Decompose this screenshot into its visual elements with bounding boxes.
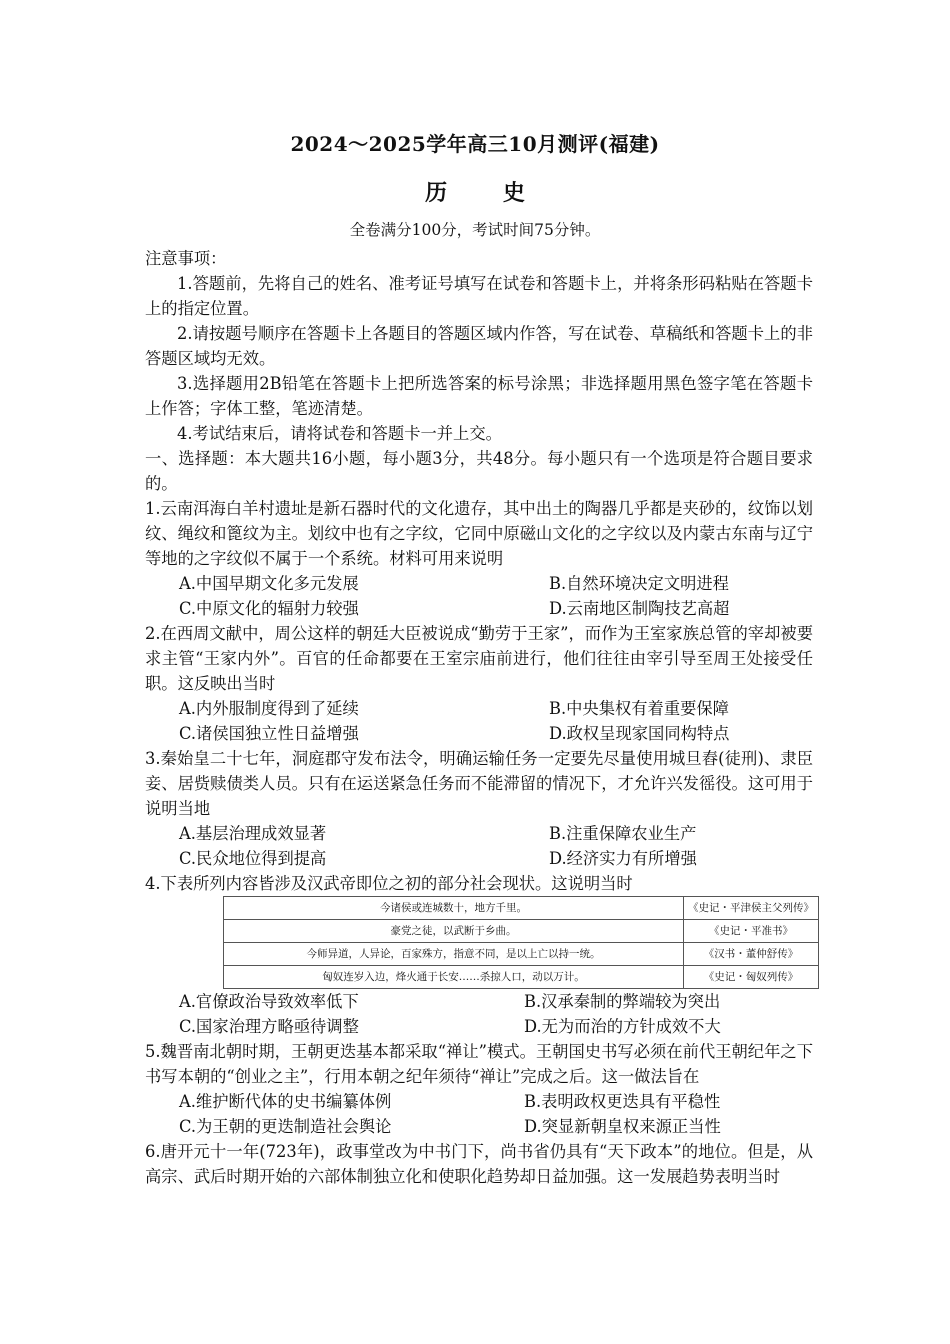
option-b: B.汉承秦制的弊端较为突出 [524, 992, 721, 1011]
question-options [145, 989, 813, 1039]
exam-body [145, 246, 813, 1189]
notice-item: 3.选择题用2B铅笔在答题卡上把所选答案的标号涂黑；非选择题用黑色签字笔在答题卡上作答；字体工整，笔迹清楚。 [145, 374, 813, 418]
option-a: A.维护断代体的史书编纂体例 [179, 1092, 392, 1111]
table-cell-source: 《汉书・董仲舒传》 [684, 943, 819, 966]
option-d: D.经济实力有所增强 [549, 849, 697, 868]
table-row [224, 897, 819, 920]
option-b: B.自然环境决定文明进程 [549, 574, 729, 593]
option-b: B.表明政权更迭具有平稳性 [524, 1092, 721, 1111]
source-table [223, 896, 819, 989]
option-d: D.云南地区制陶技艺高超 [549, 599, 730, 618]
question-stem: 1.云南洱海白羊村遗址是新石器时代的文化遗存，其中出土的陶器几乎都是夹砂的，纹饰以划纹、绳纹和篦纹为主。划纹中也有之字纹，它同中原磁山文化的之字纹以及内蒙古东南与辽宁等地的之字纹似不属于一个系统。材料可用来说明 [145, 499, 813, 568]
notice-item: 4.考试结束后，请将试卷和答题卡一并上交。 [177, 424, 502, 443]
table-row [224, 920, 819, 943]
option-b: B.中央集权有着重要保障 [549, 699, 729, 718]
table-row [224, 966, 819, 989]
option-c: C.民众地位得到提高 [179, 849, 327, 868]
option-d: D.突显新朝皇权来源正当性 [524, 1117, 721, 1136]
question-stem: 5.魏晋南北朝时期，王朝更迭基本都采取“禅让”模式。王朝国史书写必须在前代王朝纪年之下书写本朝的“创业之主”，行用本朝之纪年须待“禅让”完成之后。这一做法旨在 [145, 1042, 813, 1086]
table-cell-source: 《史记・平准书》 [684, 920, 819, 943]
option-c: C.诸侯国独立性日益增强 [179, 724, 359, 743]
option-d: D.无为而治的方针成效不大 [524, 1017, 721, 1036]
table-cell-text: 匈奴连岁入边，烽火通于长安……杀掠人口，动以万计。 [224, 966, 684, 989]
section-heading: 一、选择题：本大题共16小题，每小题3分，共48分。每小题只有一个选项是符合题目要求的。 [145, 449, 813, 493]
question-options [145, 696, 813, 746]
option-a: A.基层治理成效显著 [179, 824, 327, 843]
option-b: B.注重保障农业生产 [549, 824, 697, 843]
notice-item: 2.请按题号顺序在答题卡上各题目的答题区域内作答，写在试卷、草稿纸和答题卡上的非答题区域均无效。 [145, 324, 813, 368]
exam-title: 2024～2025学年高三10月测评(福建) [290, 132, 660, 156]
question-stem: 6.唐开元十一年(723年)，政事堂改为中书门下，尚书省仍具有“天下政本”的地位。但是，从高宗、武后时期开始的六部体制独立化和使职化趋势却日益加强。这一发展趋势表明当时 [145, 1142, 813, 1186]
table-row [224, 943, 819, 966]
question-stem: 4.下表所列内容皆涉及汉武帝即位之初的部分社会现状。这说明当时 [145, 874, 633, 893]
option-d: D.政权呈现家国同构特点 [549, 724, 730, 743]
option-c: C.为王朝的更迭制造社会舆论 [179, 1117, 392, 1136]
question-stem: 2.在西周文献中，周公这样的朝廷大臣被说成“勤劳于王家”，而作为王室家族总管的宰却被要求主管“王家内外”。百官的任命都要在王室宗庙前进行，他们往往由宰引导至周王处接受任职。这反映出当时 [145, 624, 813, 693]
subject-title: 历 史 [425, 180, 549, 206]
option-a: A.官僚政治导致效率低下 [179, 992, 359, 1011]
table-cell-text: 豪党之徒，以武断于乡曲。 [224, 920, 684, 943]
exam-meta: 全卷满分100分，考试时间75分钟。 [349, 221, 601, 239]
question-options [145, 1089, 813, 1139]
table-cell-text: 今师异道，人异论，百家殊方，指意不同，是以上亡以持一统。 [224, 943, 684, 966]
question-options [145, 571, 813, 621]
notice-item: 1.答题前，先将自己的姓名、准考证号填写在试卷和答题卡上，并将条形码粘贴在答题卡上的指定位置。 [145, 274, 813, 318]
table-cell-text: 今诸侯或连城数十，地方千里。 [224, 897, 684, 920]
option-c: C.国家治理方略亟待调整 [179, 1017, 359, 1036]
notice-heading: 注意事项： [145, 249, 227, 268]
table-cell-source: 《史记・匈奴列传》 [684, 966, 819, 989]
table-cell-source: 《史记・平津侯主父列传》 [684, 897, 819, 920]
question-stem: 3.秦始皇二十七年，洞庭郡守发布法令，明确运输任务一定要先尽量使用城旦舂(徒刑)、隶臣妾、居赀赎债类人员。只有在运送紧急任务而不能滞留的情况下，才允许兴发徭役。这可用于说明当地 [145, 749, 813, 818]
option-c: C.中原文化的辐射力较强 [179, 599, 359, 618]
option-a: A.中国早期文化多元发展 [179, 574, 359, 593]
option-a: A.内外服制度得到了延续 [179, 699, 359, 718]
question-options [145, 821, 813, 871]
